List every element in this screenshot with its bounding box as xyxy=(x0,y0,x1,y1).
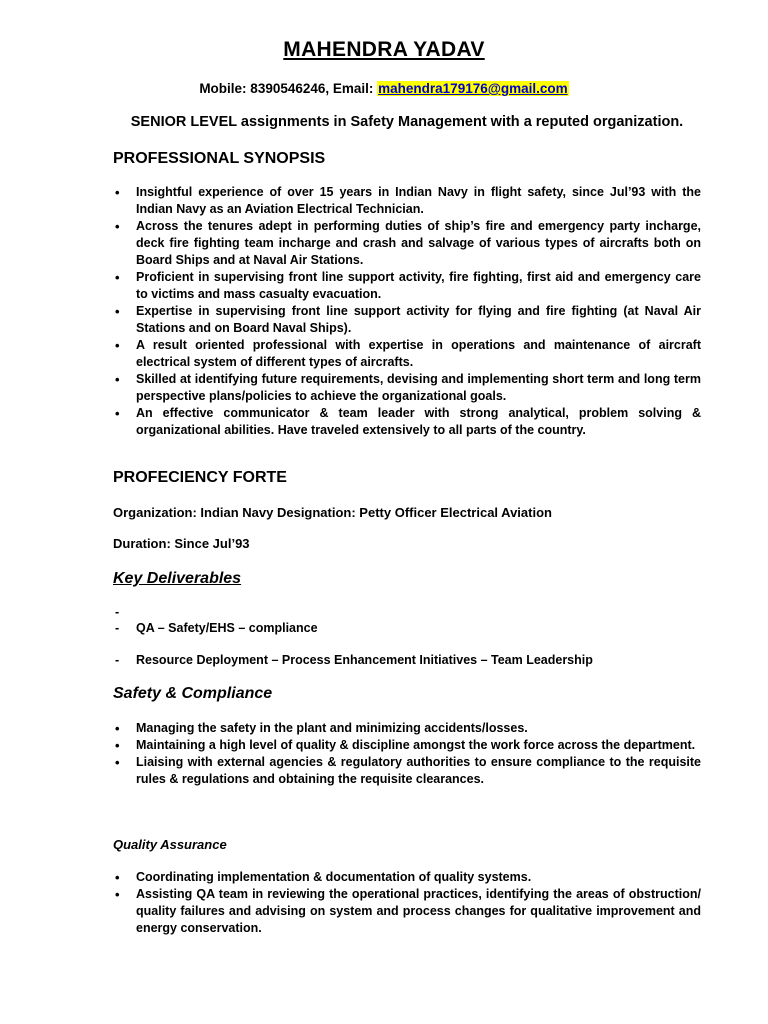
list-item: • Managing the safety in the plant and minimizing accidents/losses. xyxy=(113,720,701,737)
list-item: • Liaising with external agencies & regulatory authorities to ensure compliance to the requisite rules & regulations and obtaining the requisite clearances. xyxy=(113,754,701,788)
list-item: • Maintaining a high level of quality & discipline amongst the work force across the department. xyxy=(113,737,701,754)
candidate-name: MAHENDRA YADAV xyxy=(283,38,485,61)
organization-line: Organization: Indian Navy Designation: Petty Officer Electrical Aviation xyxy=(113,505,552,520)
list-item: - QA – Safety/EHS – compliance xyxy=(113,620,701,636)
quality-list xyxy=(113,869,701,937)
list-item: - Resource Deployment – Process Enhancement Initiatives – Team Leadership xyxy=(113,652,701,668)
synopsis-list xyxy=(113,184,701,439)
list-item: • Coordinating implementation & documentation of quality systems. xyxy=(113,869,701,886)
deliverables-heading: Key Deliverables xyxy=(113,570,242,587)
list-item: • Assisting QA team in reviewing the operational practices, identifying the areas of obstruction/ quality failures and advising on system and process changes for qualitative improvement and energy conservation. xyxy=(113,886,701,937)
career-objective: SENIOR LEVEL assignments in Safety Management with a reputed organization. xyxy=(130,114,684,130)
safety-heading: Safety & Compliance xyxy=(113,685,273,702)
duration-line: Duration: Since Jul’93 xyxy=(113,536,250,551)
list-item: • Insightful experience of over 15 years in Indian Navy in flight safety, since Jul’93 with the Indian Navy as an Aviation Electrical Technician. xyxy=(113,184,701,218)
quality-heading: Quality Assurance xyxy=(113,837,227,852)
synopsis-heading: PROFESSIONAL SYNOPSIS xyxy=(113,150,326,167)
list-item xyxy=(113,604,701,620)
list-item: • An effective communicator & team leader with strong analytical, problem solving & organizational abilities. Have traveled extensively to all parts of the country. xyxy=(113,405,701,439)
forte-heading: PROFECIENCY FORTE xyxy=(113,469,287,486)
list-item: • Across the tenures adept in performing duties of ship’s fire and emergency party incharge, deck fire fighting team incharge and crash and salvage of various types of aircrafts both on Board Ships and at Naval Air Stations. xyxy=(113,218,701,269)
deliverables-list xyxy=(113,604,701,668)
safety-list xyxy=(113,720,701,788)
email-link[interactable]: mahendra179176@gmail.com xyxy=(378,81,568,96)
list-item: • Proficient in supervising front line support activity, fire fighting, first aid and emergency care to victims and mass casualty evacuation. xyxy=(113,269,701,303)
list-item: • Skilled at identifying future requirements, devising and implementing short term and long term perspective plans/policies to achieve the organizational goals. xyxy=(113,371,701,405)
contact-prefix: Mobile: 8390546246, Email: xyxy=(199,81,378,96)
list-item: • A result oriented professional with expertise in operations and maintenance of aircraft electrical system of different types of aircrafts. xyxy=(113,337,701,371)
list-item: • Expertise in supervising front line support activity for flying and fire fighting (at Naval Air Stations and on Board Naval Ships). xyxy=(113,303,701,337)
contact-line xyxy=(0,81,768,96)
